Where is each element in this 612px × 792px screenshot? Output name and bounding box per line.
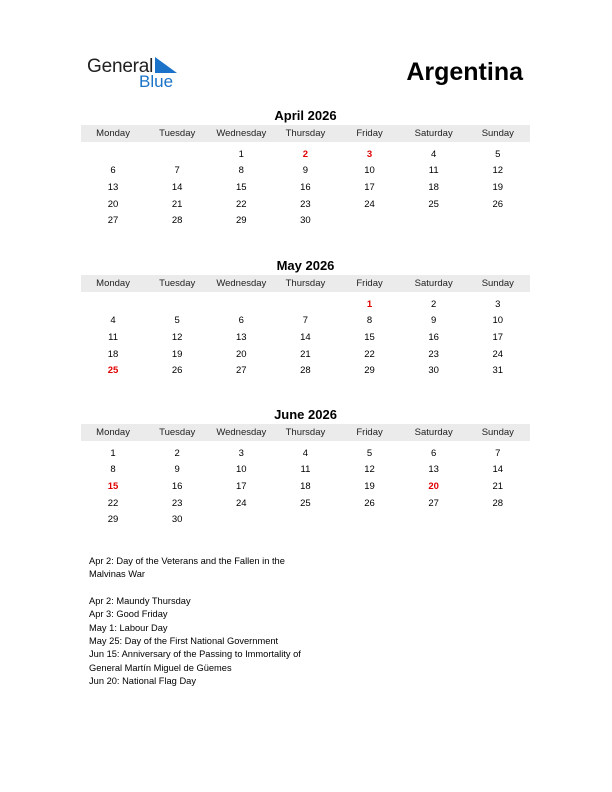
day-cell: 10 bbox=[236, 464, 247, 476]
day-cell: 5 bbox=[174, 315, 180, 327]
day-cell: 3 bbox=[366, 148, 373, 160]
day-cell: 28 bbox=[492, 497, 504, 509]
week-row bbox=[81, 478, 530, 495]
holiday-note: Malvinas War bbox=[89, 569, 145, 580]
day-cell: 30 bbox=[428, 365, 439, 377]
day-cell: 5 bbox=[495, 148, 501, 160]
holiday-note: May 1: Labour Day bbox=[89, 622, 168, 633]
day-cell: 11 bbox=[300, 464, 311, 476]
day-cell: 31 bbox=[492, 365, 504, 377]
day-cell: 24 bbox=[492, 348, 504, 360]
day-cell: 4 bbox=[302, 447, 309, 459]
day-cell: 20 bbox=[428, 480, 439, 492]
day-cell: 22 bbox=[364, 348, 375, 360]
holiday-note: Apr 2: Day of the Veterans and the Fallen in the bbox=[89, 556, 285, 566]
day-cell: 1 bbox=[238, 148, 244, 160]
week-row bbox=[81, 212, 530, 229]
day-cell: 9 bbox=[431, 315, 437, 327]
day-cell: 19 bbox=[492, 181, 504, 193]
day-cell: 1 bbox=[366, 298, 373, 310]
day-cell: 16 bbox=[428, 331, 439, 343]
weekday-label: Thursday bbox=[285, 278, 326, 289]
logo-general-text: General bbox=[87, 56, 154, 77]
day-cell: 19 bbox=[171, 348, 183, 360]
weekday-label: Wednesday bbox=[216, 128, 267, 139]
day-cell: 21 bbox=[300, 348, 311, 360]
month-calendar bbox=[81, 257, 530, 379]
weekday-header-row bbox=[81, 275, 530, 292]
weekday-header-row bbox=[81, 125, 530, 142]
day-cell: 14 bbox=[492, 464, 504, 476]
day-cell: 16 bbox=[300, 181, 311, 193]
day-cell: 18 bbox=[300, 480, 311, 492]
holiday-note: May 25: Day of the First National Government bbox=[89, 636, 279, 647]
weekday-label: Saturday bbox=[414, 128, 453, 139]
day-cell: 23 bbox=[300, 198, 311, 210]
day-cell: 3 bbox=[238, 447, 244, 459]
week-row bbox=[81, 329, 530, 346]
day-cell: 7 bbox=[302, 315, 309, 327]
weekday-label: Monday bbox=[96, 427, 130, 438]
week-row bbox=[81, 146, 530, 163]
day-cell: 4 bbox=[431, 148, 437, 160]
month-calendar bbox=[81, 406, 530, 528]
day-cell: 1 bbox=[110, 447, 116, 459]
weekday-label: Sunday bbox=[481, 278, 514, 289]
weekday-label: Friday bbox=[356, 128, 383, 139]
day-cell: 9 bbox=[302, 165, 309, 177]
day-cell: 9 bbox=[174, 464, 180, 476]
day-cell: 26 bbox=[364, 497, 375, 509]
day-cell: 2 bbox=[302, 148, 309, 160]
day-cell: 10 bbox=[364, 165, 375, 177]
holiday-note: Jun 20: National Flag Day bbox=[89, 676, 196, 687]
day-cell: 17 bbox=[364, 181, 375, 193]
day-cell: 27 bbox=[107, 215, 119, 227]
day-cell: 22 bbox=[236, 198, 247, 210]
country-title: Argentina bbox=[406, 58, 523, 86]
day-cell: 14 bbox=[300, 331, 311, 343]
week-row bbox=[81, 196, 530, 213]
holiday-note: Apr 2: Maundy Thursday bbox=[89, 595, 191, 606]
day-cell: 12 bbox=[364, 464, 375, 476]
day-cell: 2 bbox=[431, 298, 437, 310]
day-cell: 28 bbox=[171, 215, 183, 227]
month-title: May 2026 bbox=[276, 258, 335, 273]
day-cell: 29 bbox=[364, 365, 375, 377]
month-title: June 2026 bbox=[274, 407, 337, 422]
day-cell: 18 bbox=[428, 181, 439, 193]
weekday-label: Thursday bbox=[285, 128, 326, 139]
day-cell: 18 bbox=[107, 348, 119, 360]
day-cell: 25 bbox=[428, 198, 439, 210]
day-cell: 13 bbox=[428, 464, 439, 476]
week-row bbox=[81, 346, 530, 363]
weekday-label: Sunday bbox=[481, 128, 514, 139]
day-cell: 30 bbox=[300, 215, 311, 227]
day-cell: 13 bbox=[236, 331, 247, 343]
day-cell: 20 bbox=[236, 348, 247, 360]
day-cell: 28 bbox=[300, 365, 311, 377]
weekday-label: Saturday bbox=[414, 427, 453, 438]
day-cell: 14 bbox=[171, 181, 183, 193]
weekday-header-row bbox=[81, 424, 530, 441]
weekday-label: Saturday bbox=[414, 278, 453, 289]
day-cell: 17 bbox=[236, 480, 247, 492]
week-row bbox=[81, 313, 530, 330]
month-title: April 2026 bbox=[274, 108, 337, 123]
day-cell: 10 bbox=[492, 315, 504, 327]
weekday-label: Friday bbox=[356, 427, 383, 438]
day-cell: 29 bbox=[236, 215, 247, 227]
logo-triangle-icon bbox=[155, 57, 177, 73]
day-cell: 12 bbox=[171, 331, 183, 343]
day-cell: 15 bbox=[236, 181, 247, 193]
day-cell: 11 bbox=[108, 331, 118, 343]
logo-blue-text: Blue bbox=[139, 72, 174, 91]
day-cell: 13 bbox=[107, 181, 119, 193]
week-row bbox=[81, 296, 530, 313]
week-row bbox=[81, 445, 530, 462]
day-cell: 26 bbox=[171, 365, 183, 377]
day-cell: 2 bbox=[174, 447, 180, 459]
week-row bbox=[81, 179, 530, 196]
day-cell: 8 bbox=[238, 165, 244, 177]
day-cell: 24 bbox=[236, 497, 247, 509]
day-cell: 16 bbox=[171, 480, 183, 492]
day-cell: 5 bbox=[366, 447, 373, 459]
week-row bbox=[81, 163, 530, 180]
weekday-label: Tuesday bbox=[159, 278, 196, 289]
week-row bbox=[81, 462, 530, 479]
holiday-notes bbox=[89, 555, 349, 689]
day-cell: 7 bbox=[174, 165, 180, 177]
day-cell: 29 bbox=[107, 514, 119, 526]
weekday-label: Thursday bbox=[285, 427, 326, 438]
day-cell: 25 bbox=[107, 365, 119, 377]
day-cell: 25 bbox=[300, 497, 311, 509]
day-cell: 7 bbox=[495, 447, 501, 459]
holiday-note: General Martín Miguel de Güemes bbox=[89, 662, 232, 673]
day-cell: 11 bbox=[428, 165, 439, 177]
day-cell: 27 bbox=[428, 497, 439, 509]
week-row bbox=[81, 495, 530, 512]
day-cell: 12 bbox=[492, 165, 504, 177]
weekday-label: Wednesday bbox=[216, 278, 267, 289]
day-cell: 15 bbox=[364, 331, 375, 343]
week-row bbox=[81, 362, 530, 379]
day-cell: 19 bbox=[364, 480, 375, 492]
day-cell: 24 bbox=[364, 198, 375, 210]
day-cell: 22 bbox=[107, 497, 119, 509]
weekday-label: Tuesday bbox=[159, 128, 196, 139]
day-cell: 30 bbox=[171, 514, 183, 526]
day-cell: 20 bbox=[107, 198, 119, 210]
day-cell: 26 bbox=[492, 198, 504, 210]
day-cell: 6 bbox=[238, 315, 244, 327]
day-cell: 8 bbox=[110, 464, 116, 476]
day-cell: 15 bbox=[107, 480, 119, 492]
day-cell: 21 bbox=[492, 480, 504, 492]
holiday-note: Jun 15: Anniversary of the Passing to Immortality of bbox=[89, 649, 301, 660]
weekday-label: Friday bbox=[356, 278, 383, 289]
day-cell: 23 bbox=[428, 348, 439, 360]
weekday-label: Tuesday bbox=[159, 427, 196, 438]
day-cell: 17 bbox=[492, 331, 504, 343]
brand-logo bbox=[87, 56, 187, 92]
weekday-label: Sunday bbox=[481, 427, 514, 438]
weekday-label: Wednesday bbox=[216, 427, 267, 438]
week-row bbox=[81, 511, 530, 528]
day-cell: 4 bbox=[110, 315, 116, 327]
weekday-label: Monday bbox=[96, 128, 130, 139]
day-cell: 23 bbox=[171, 497, 183, 509]
day-cell: 21 bbox=[171, 198, 183, 210]
day-cell: 3 bbox=[495, 298, 501, 310]
month-calendar bbox=[81, 107, 530, 229]
day-cell: 6 bbox=[431, 447, 437, 459]
day-cell: 27 bbox=[236, 365, 247, 377]
weekday-label: Monday bbox=[96, 278, 130, 289]
day-cell: 8 bbox=[366, 315, 373, 327]
holiday-note: Apr 3: Good Friday bbox=[89, 609, 168, 620]
day-cell: 6 bbox=[110, 165, 116, 177]
